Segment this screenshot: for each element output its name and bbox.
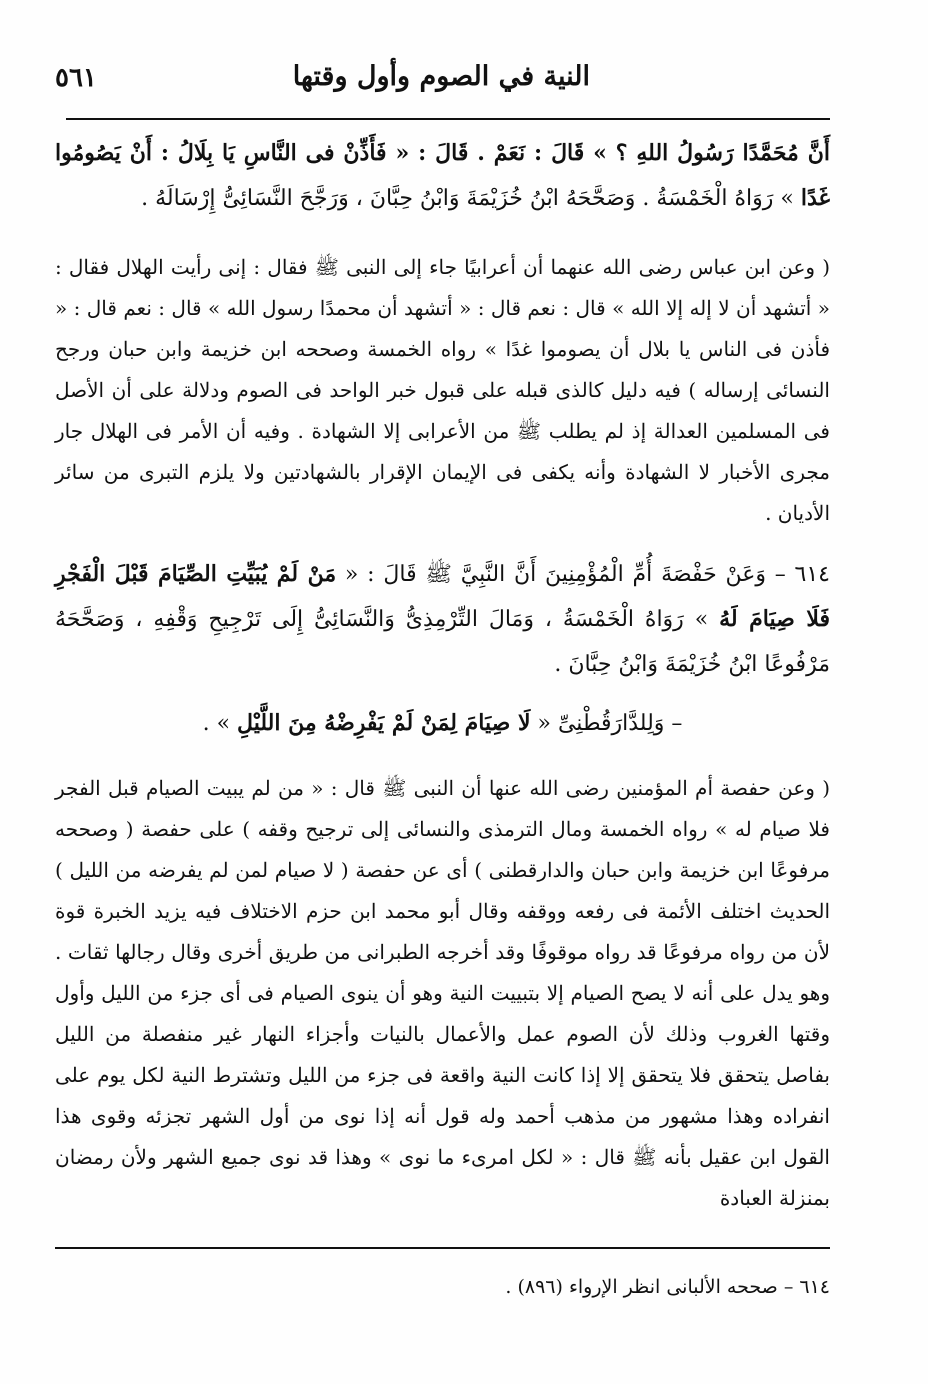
footnote: ٦١٤ – صححه الألبانى انظر الإرواء (٨٩٦) . (505, 1276, 830, 1298)
header-rule (66, 118, 830, 120)
narration-quote: لَا صِيَامَ لِمَنْ لَمْ يَفْرِضْهُ مِنَ اللَّيْلِ (237, 710, 531, 736)
page-header (55, 55, 830, 105)
hadith-text: أَنَّ مُحَمَّدًا رَسُولُ اللهِ ؟ » قَالَ : نَعَمْ . قَالَ : « (386, 140, 830, 166)
commentary-paragraph-2: ( وعن حفصة أم المؤمنين رضى الله عنها أن النبى ﷺ قال : « من لم يبيت الصيام قبل الفجر فلا صيام له » رواه الخمسة ومال الترمذى والنسائى إلى ترجيح وقفه ) على حفصة ( وصححه مرفوعًا ابن خزيمة وابن حبان والدارقطنى ) أى عن حفصة ( لا صيام لمن لم يفرضه من الليل ) الحديث اختلف الأئمة فى رفعه ووقفه وقال أبو محمد ابن حزم الاختلاف فيه يزيد الخبرة قوة لأن من رواه مرفوعًا قد رواه موقوفًا وقد أخرجه الطبرانى من طريق أخرى وقال رجالها ثقات . وهو يدل على أنه لا يصح الصيام إلا بتبييت النية وهو أن ينوى الصيام فى أى جزء من الليل وأول وقتها الغروب وذلك لأن الصوم عمل والأعمال بالنيات وأجزاء النهار غير منفصلة من الليل بفاصل يتحقق فلا يتحقق إلا إذا كانت النية واقعة فى جزء من الليل وتشترط النية لكل يوم على انفراده وهذا مشهور من مذهب أحمد وله قول أنه إذا نوى من أول الشهر تجزئه وقوى هذا القول ابن عقيل بأنه ﷺ قال : « لكل امرىء ما نوى » وهذا قد نوى جميع الشهر ولأن رمضان بمنزلة العبادة (55, 776, 830, 1210)
page-number: ٥٦١ (55, 63, 97, 93)
hadith-quote: مَنْ لَمْ يُبَيِّتِ الصِّيَامَ قَبْلَ الْفَجْرِ فَلَا صِيَامَ لَهُ (55, 561, 831, 632)
narration-intro: – وَلِلدَّارَقُطْنِىِّ « (530, 711, 683, 736)
commentary-paragraph-1: ( وعن ابن عباس رضى الله عنهما أن أعرابيًا جاء إلى النبى ﷺ فقال : إنى رأيت الهلال فقال : « أتشهد أن لا إله إلا الله » قال : نعم قال : « أتشهد أن محمدًا رسول الله » قال : نعم قال : « فأذن فى الناس يا بلال أن يصوموا غدًا » رواه الخمسة وصححه ابن خزيمة وابن حبان ورجح النسائى إرساله ) فيه دليل كالذى قبله على قبول خبر الواحد فى الصوم ودلالة على أن الأصل فى المسلمين العدالة إذ لم يطلب ﷺ من الأعرابى إلا الشهادة . وفيه أن الأمر فى الهلال جار مجرى الأخبار لا الشهادة وأنه يكفى فى الإيمان الإقرار بالشهادتين ولا يلزم التبرى من سائر الأديان . (55, 255, 831, 525)
footnote-rule (55, 1247, 830, 1249)
hadith-intro: ٦١٤ – وَعَنْ حَفْصَةَ أُمِّ الْمُؤْمِنِينَ أَنَّ النَّبِيَّ ﷺ قَالَ : « (336, 562, 830, 587)
hadith-quote: فَأَذِّنْ فى النَّاسِ يَا بِلَالُ : أَنْ يَصُومُوا غَدًا (55, 140, 830, 211)
daraqutni-narration (55, 701, 830, 746)
chapter-title: النية في الصوم وأول وقتها (292, 61, 590, 92)
narration-close: » . (202, 711, 238, 736)
hadith-attribution: » رَوَاهُ الْخَمْسَةُ ، وَمَالَ التِّرْمِذِىُّ وَالنَّسَائِىُّ إِلَى تَرْجِيحِ وَقْفِهِ ، وَصَحَّحَهُ مَرْفُوعًا ابْنُ خُزَيْمَةَ وَابْنُ حِبَّانَ . (55, 607, 830, 677)
hadith-614 (55, 552, 830, 687)
hadith-613-ending (55, 131, 830, 221)
hadith-attribution: » رَوَاهُ الْخَمْسَةُ . وَصَحَّحَهُ ابْنُ خُزَيْمَةَ وَابْنُ حِبَّانَ ، وَرَجَّحَ النَّسَائِىُّ إِرْسَالَهُ . (141, 186, 801, 211)
